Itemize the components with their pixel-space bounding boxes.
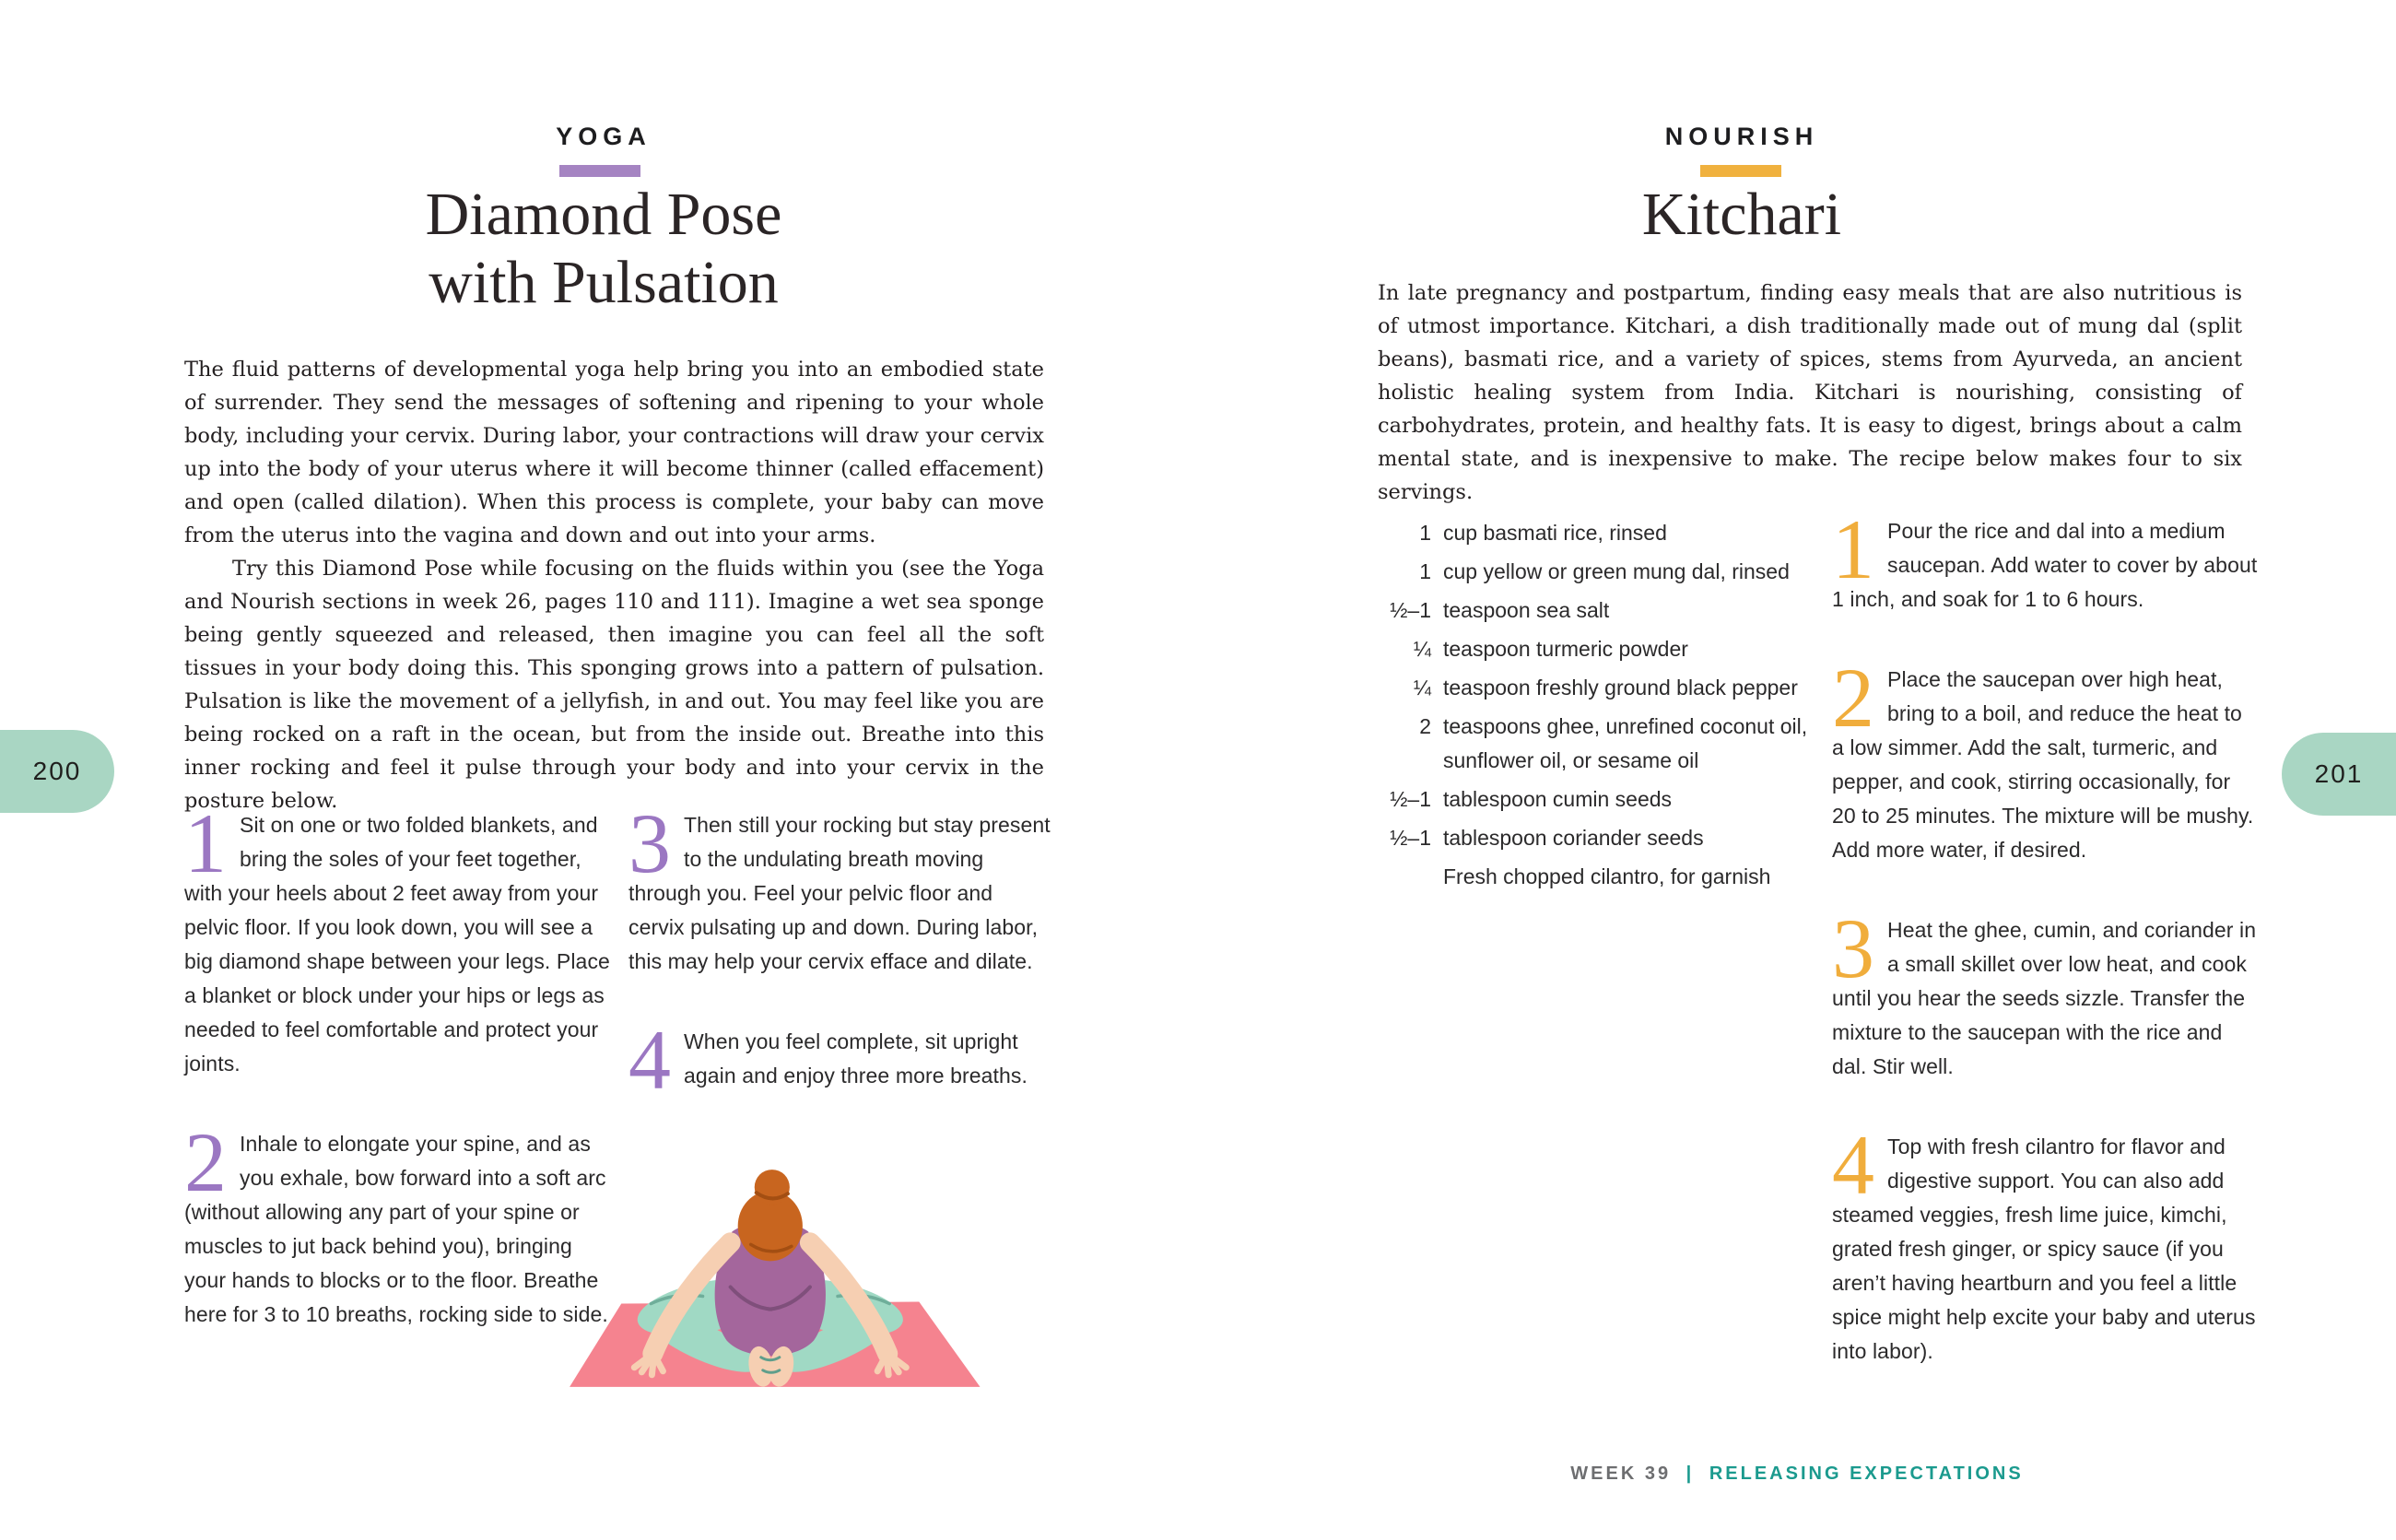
step-number-4: 4 xyxy=(1832,1118,1874,1212)
pose-step-3 xyxy=(628,796,1052,979)
recipe-step-2 xyxy=(1832,651,2258,867)
ingredient-text: cup basmati rice, rinsed xyxy=(1443,521,1667,545)
recipe-steps-column xyxy=(1832,502,2258,1369)
pose-title xyxy=(184,181,1023,317)
recipe-step-4 xyxy=(1832,1118,2258,1369)
page-number-tab-right xyxy=(2282,733,2396,816)
pose-step-1 xyxy=(184,796,610,1081)
ingredient-text: cup yellow or green mung dal, rinsed xyxy=(1443,559,1790,583)
pose-step-2 xyxy=(184,1115,610,1332)
ingredient-text: teaspoon turmeric powder xyxy=(1443,637,1688,661)
pose-steps-column-1 xyxy=(184,796,610,1332)
footer-section-label: RELEASING EXPECTATIONS xyxy=(1709,1464,2024,1484)
recipe-step-1 xyxy=(1832,502,2258,617)
ingredient-row xyxy=(1378,782,1811,817)
nourish-accent-bar xyxy=(1700,165,1781,177)
ingredient-row xyxy=(1378,594,1811,628)
yoga-kicker: YOGA xyxy=(556,123,652,150)
pose-title-line1: Diamond Pose xyxy=(425,181,782,248)
pose-intro-para2: Try this Diamond Pose while focusing on the fluids within you (see the Yoga and Nourish sections in week 26, pages 110 and 111). Imagine a wet sea sponge being gently squeezed and released, then imagine you can feel all the soft tissues in your body doing this. This sponging grows into a pattern of pulsation. Pulsation is like the movement of a jellyfish, in and out. You may feel like you are being rocked on a raft in the ocean, but from the inside out. Breathe into this inner rocking and feel it pulse through your body and into your cervix in the posture below. xyxy=(184,557,1044,813)
footer-week-label: WEEK 39 xyxy=(1570,1464,1672,1484)
figure-head xyxy=(738,1170,803,1261)
step-text-4: Top with fresh cilantro for flavor and digestive support. You can also add steamed veggies, fresh lime juice, kimchi, grated fresh ginger, or spicy sauce (if you aren’t having heartburn and you feel a little spice might help excite your baby and uterus into labor). xyxy=(1832,1134,2256,1363)
ingredient-text: teaspoon sea salt xyxy=(1443,598,1610,622)
ingredient-row xyxy=(1378,555,1811,589)
step-number-3: 3 xyxy=(628,796,671,890)
pose-intro xyxy=(184,353,1044,817)
ingredient-qty xyxy=(1378,860,1431,894)
step-text-2: Place the saucepan over high heat, bring to a boil, and reduce the heat to a low simmer. Add the salt, turmeric, and pepper, and cook, stirring occasionally, for 20 to 25 minutes. The mixture will be mushy. Add more water, if desired. xyxy=(1832,667,2254,862)
pose-steps-column-2 xyxy=(628,796,1052,1107)
step-number-1: 1 xyxy=(184,796,227,890)
yoga-accent-bar xyxy=(559,165,640,177)
ingredient-list xyxy=(1378,516,1811,899)
step-number-2: 2 xyxy=(184,1115,227,1209)
page-number-tab-left xyxy=(0,730,114,813)
ingredient-row xyxy=(1378,516,1811,550)
ingredient-row xyxy=(1378,671,1811,705)
ingredient-text: Fresh chopped cilantro, for garnish xyxy=(1443,864,1771,888)
step-text-1: Sit on one or two folded blankets, and bring the soles of your feet together, with your heels about 2 feet away from your pelvic floor. If you look down, you will see a big diamond shape between your legs. Place a blanket or block under your hips or legs as needed to feel comfortable and protect your joints. xyxy=(184,813,610,1076)
pose-intro-para1: The fluid patterns of developmental yoga help bring you into an embodied state of surrender. They send the messages of softening and ripening to your whole body, including your cervix. During labor, your contractions will draw your cervix up into the body of your uterus where it will become thinner (called effacement) and open (called dilation). When this process is complete, your baby can move from the uterus into the vagina and down and out into your arms. xyxy=(184,358,1044,547)
recipe-step-3 xyxy=(1832,901,2258,1084)
ingredient-text: tablespoon coriander seeds xyxy=(1443,826,1704,850)
step-text-1: Pour the rice and dal into a medium saucepan. Add water to cover by about 1 inch, and soak for 1 to 6 hours. xyxy=(1832,519,2258,611)
ingredient-row xyxy=(1378,632,1811,666)
pose-step-4 xyxy=(628,1013,1052,1107)
footer-divider: | xyxy=(1685,1464,1695,1484)
diamond-pose-illustration xyxy=(558,1148,1098,1432)
page-footer xyxy=(1382,1464,2212,1485)
ingredient-row xyxy=(1378,821,1811,855)
ingredient-qty: ½–1 xyxy=(1390,598,1431,622)
pose-title-line2: with Pulsation xyxy=(429,249,779,316)
ingredient-text: teaspoon freshly ground black pepper xyxy=(1443,676,1798,699)
recipe-title: Kitchari xyxy=(1641,181,1842,248)
ingredient-qty: ¼ xyxy=(1413,637,1431,661)
step-number-1: 1 xyxy=(1832,502,1874,596)
recipe-intro-para: In late pregnancy and postpartum, finding easy meals that are also nutritious is of utmost importance. Kitchari, a dish traditionally made out of mung dal (split beans), basmati rice, and a variety of spices, stems from Ayurveda, an ancient holistic healing system from India. Kitchari is nourishing, consisting of carbohydrates, protein, and healthy fats. It is easy to digest, brings about a calm mental state, and is inexpensive to make. The recipe below makes four to six servings. xyxy=(1378,281,2242,504)
nourish-kicker: NOURISH xyxy=(1664,123,1819,150)
step-text-3: Heat the ghee, cumin, and coriander in a small skillet over low heat, and cook until you hear the seeds sizzle. Transfer the mixture to the saucepan with the rice and dal. Stir well. xyxy=(1832,918,2257,1078)
step-number-3: 3 xyxy=(1832,901,1874,995)
ingredient-qty: 1 xyxy=(1419,521,1431,545)
ingredient-text: teaspoons ghee, unrefined coconut oil, sunflower oil, or sesame oil xyxy=(1443,714,1808,772)
step-number-2: 2 xyxy=(1832,651,1874,745)
ingredient-text: tablespoon cumin seeds xyxy=(1443,787,1673,811)
step-text-4: When you feel complete, sit upright again and enjoy three more breaths. xyxy=(684,1029,1028,1087)
recipe-intro xyxy=(1378,276,2242,509)
ingredient-qty: ¼ xyxy=(1413,676,1431,699)
ingredient-qty: ½–1 xyxy=(1390,826,1431,850)
step-number-4: 4 xyxy=(628,1013,671,1107)
ingredient-qty: 1 xyxy=(1419,559,1431,583)
step-text-2: Inhale to elongate your spine, and as you exhale, bow forward into a soft arc (without allowing any part of your spine or muscles to jut back behind you), bringing your hands to blocks or to the floor. Breathe here for 3 to 10 breaths, rocking side to side. xyxy=(184,1132,608,1326)
page-number-right: 201 xyxy=(2314,759,2364,788)
step-text-3: Then still your rocking but stay present to the undulating breath moving through you. Feel your pelvic floor and cervix pulsating up and down. During labor, this may help your cervix efface and dilate. xyxy=(628,813,1051,973)
ingredient-row xyxy=(1378,860,1811,894)
ingredient-qty: 2 xyxy=(1419,714,1431,738)
page-number-left: 200 xyxy=(32,757,82,785)
ingredient-row xyxy=(1378,710,1811,778)
ingredient-qty: ½–1 xyxy=(1390,787,1431,811)
